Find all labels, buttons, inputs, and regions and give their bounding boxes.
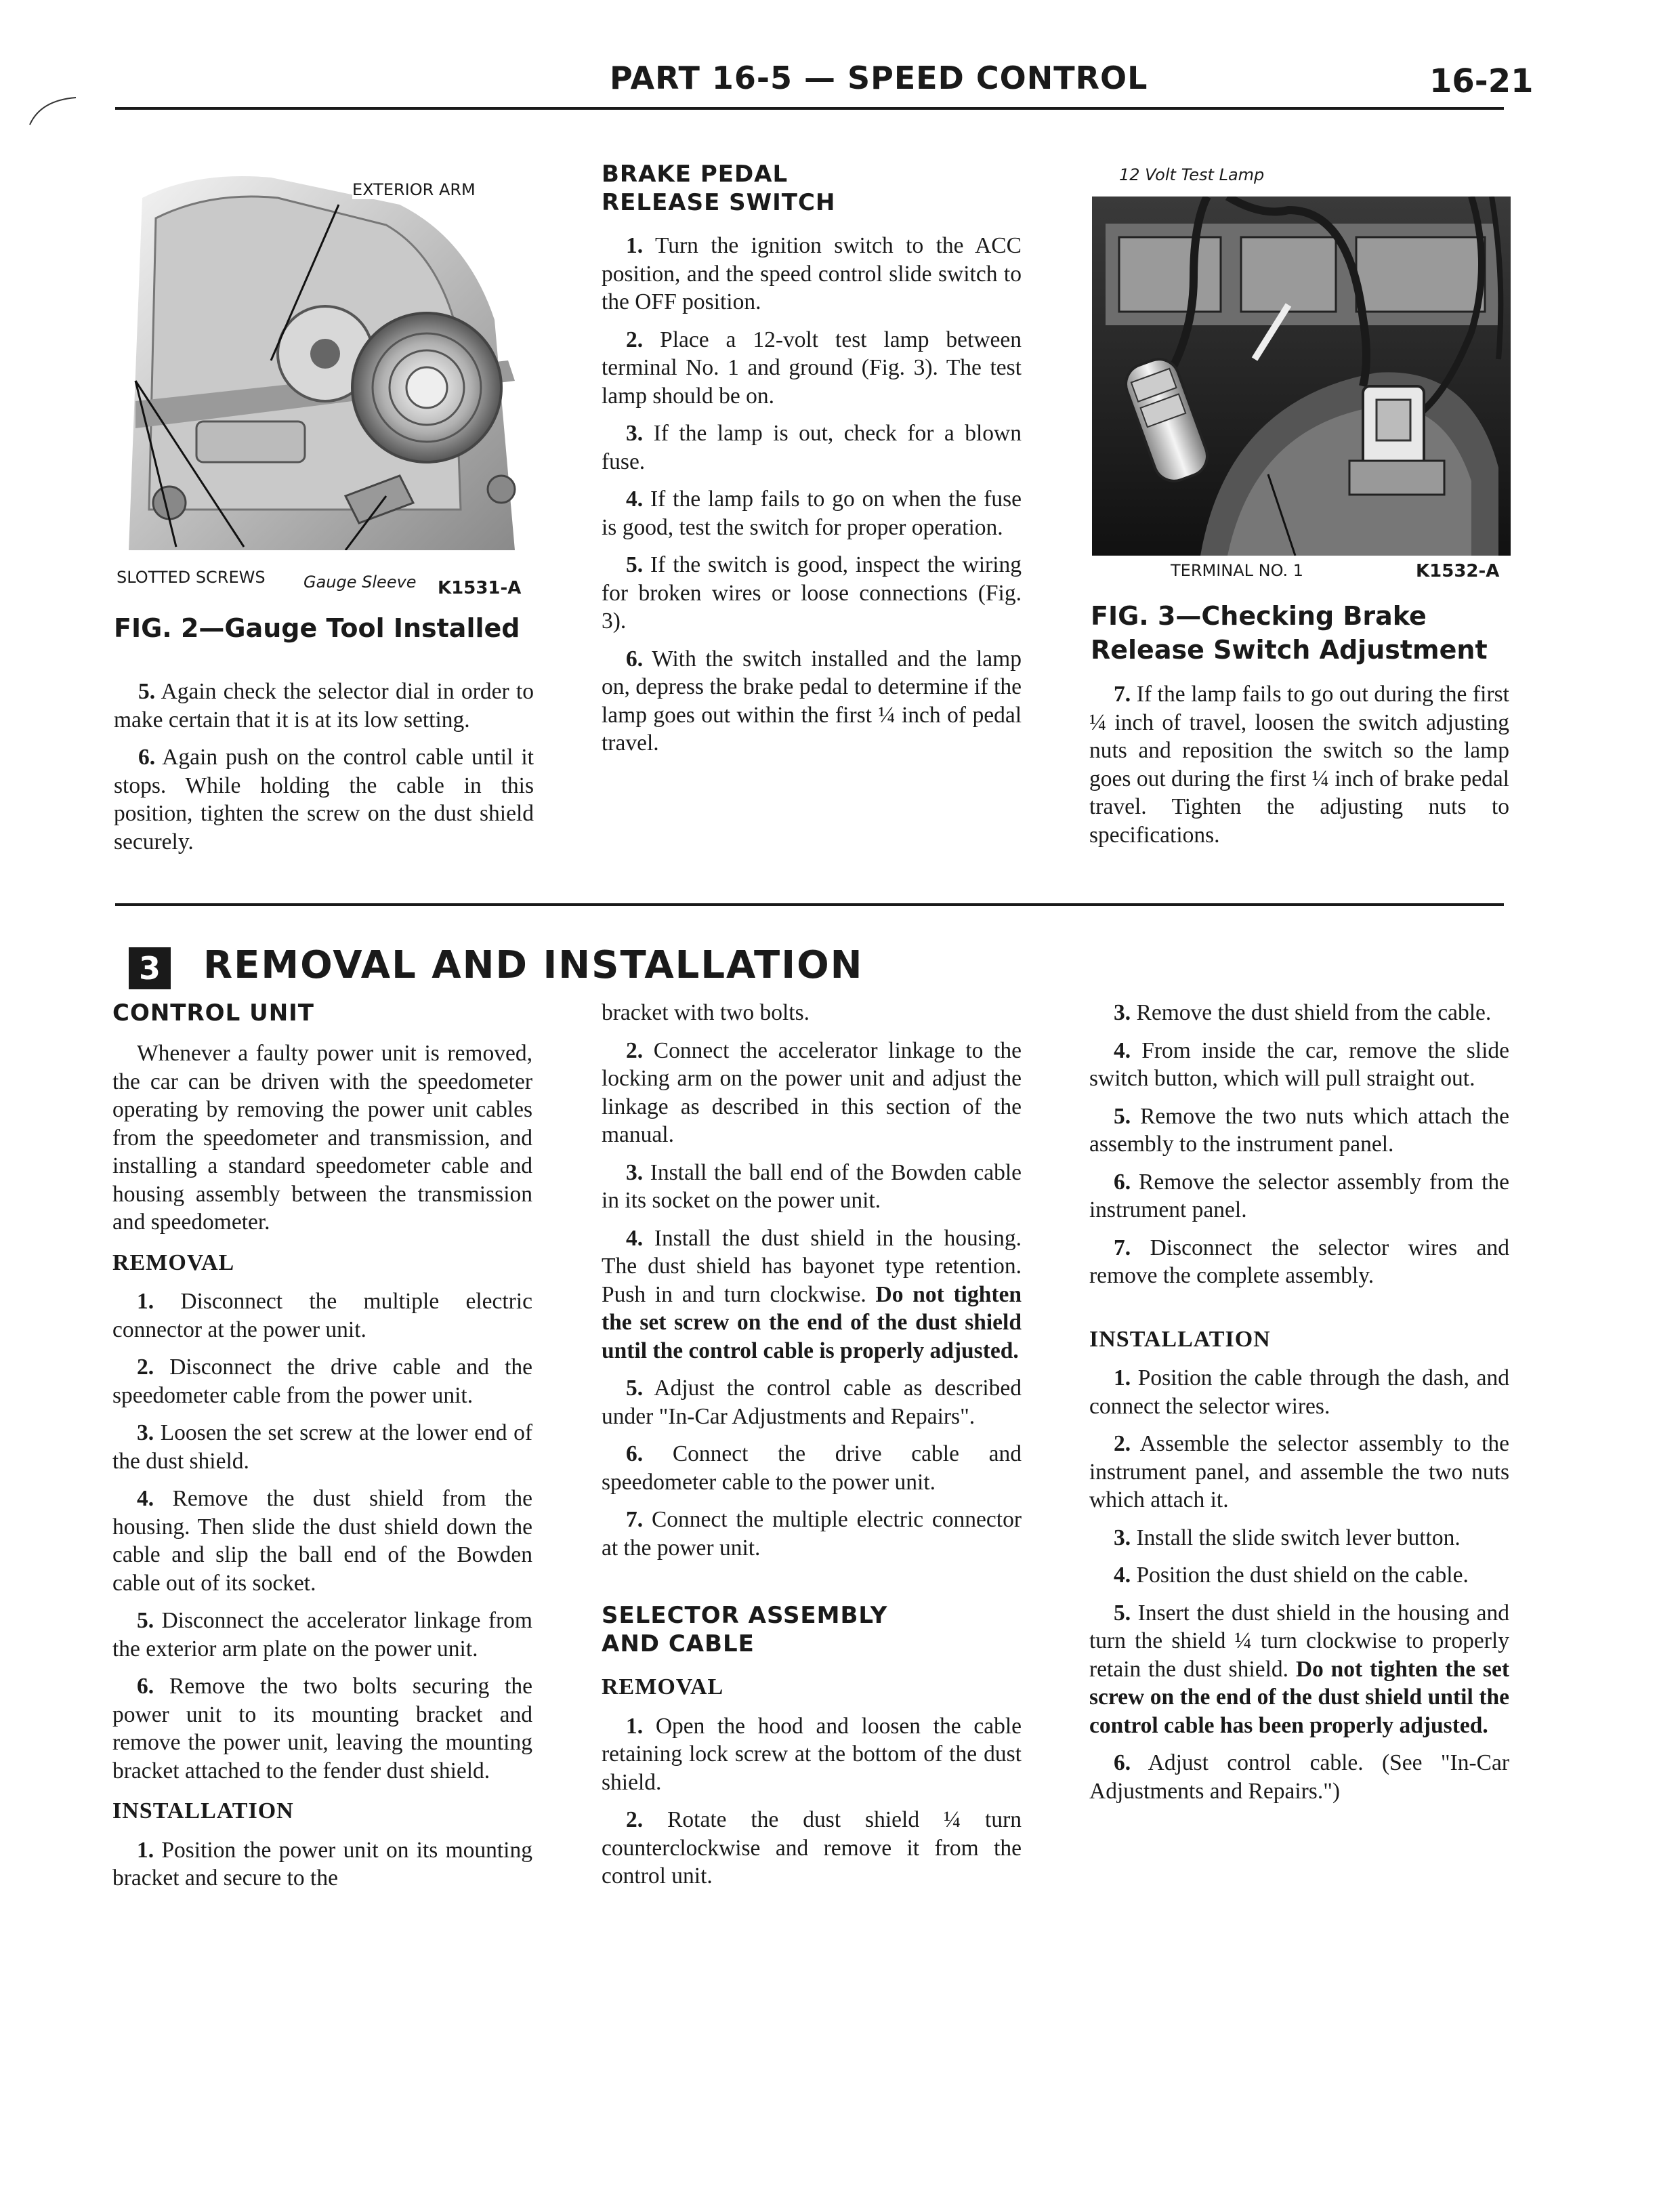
- step-paragraph: 4. Position the dust shield on the cable.: [1114, 1563, 1469, 1588]
- figure-2-code: K1531-A: [438, 578, 522, 598]
- top-left-steps: [114, 678, 534, 865]
- installation-heading: INSTALLATION: [112, 1798, 294, 1823]
- step-paragraph: 6. With the switch installed and the lamp on, depress the brake pedal to determine if the lamp goes out within the first ¼ inch of pedal travel.: [602, 646, 1022, 756]
- step-paragraph: 5. Again check the selector dial in order to make certain that it is at its low setting.: [114, 679, 534, 732]
- step-paragraph: 6. Remove the selector assembly from the instrument panel.: [1089, 1169, 1510, 1222]
- control-unit-column: [112, 999, 532, 1902]
- step-paragraph: 3. Loosen the set screw at the lower end of the dust shield.: [112, 1420, 532, 1474]
- label-slotted-screws: SLOTTED SCREWS: [117, 568, 266, 587]
- label-test-lamp: 12 Volt Test Lamp: [1119, 165, 1265, 184]
- figure-3-photo: [1092, 197, 1511, 556]
- step-paragraph: 1. Turn the ignition switch to the ACC position, and the speed control slide switch to the OFF position.: [602, 233, 1022, 314]
- label-gauge-sleeve: Gauge Sleeve: [303, 573, 417, 592]
- figure-3-caption: FIG. 3—Checking Brake Release Switch Adjustment: [1091, 601, 1488, 665]
- step-paragraph: 3. If the lamp is out, check for a blown fuse.: [602, 421, 1022, 474]
- brake-switch-heading: BRAKE PEDAL RELEASE SWITCH: [602, 161, 836, 216]
- figure-2-caption: FIG. 2—Gauge Tool Installed: [114, 613, 520, 643]
- figure-2-photo: [115, 157, 535, 550]
- step-paragraph: 6. Adjust control cable. (See "In-Car Adjustments and Repairs."): [1089, 1750, 1509, 1804]
- brake-switch-illustration: [1092, 197, 1511, 556]
- control-unit-intro: Whenever a faulty power unit is removed, the car can be driven with the speedometer operating by removing the power unit cables from the speedometer and transmission, and installing a standard speedometer cable and housing assembly between the transmission and speedometer.: [112, 1041, 532, 1235]
- brake-switch-step-7: [1089, 680, 1509, 859]
- scan-corner-mark: [27, 95, 81, 129]
- step-paragraph: 6. Connect the drive cable and speedometer cable to the power unit.: [602, 1441, 1022, 1495]
- step-paragraph: 7. Connect the multiple electric connector at the power unit.: [602, 1507, 1022, 1561]
- step-paragraph: 2. Assemble the selector assembly to the instrument panel, and assemble the two nuts which attach it.: [1089, 1431, 1509, 1512]
- selector-installation-heading: INSTALLATION: [1089, 1326, 1271, 1352]
- step-continuation: bracket with two bolts.: [602, 1000, 810, 1025]
- section-divider-rule: [115, 903, 1504, 906]
- step-paragraph: 5. Adjust the control cable as described under "In-Car Adjustments and Repairs".: [602, 1376, 1022, 1429]
- gauge-tool-illustration: [115, 157, 535, 550]
- step-paragraph: 1. Disconnect the multiple electric connector at the power unit.: [112, 1289, 533, 1342]
- step-paragraph: 6. Remove the two bolts securing the power unit to its mounting bracket and remove the power unit, leaving the mounting bracket attached to the fender dust shield.: [112, 1674, 532, 1783]
- step-paragraph: 7. Disconnect the selector wires and remove the complete assembly.: [1089, 1235, 1509, 1288]
- step-paragraph: 3. Install the slide switch lever button.: [1114, 1525, 1461, 1550]
- step-paragraph: 7. If the lamp fails to go out during the first ¼ inch of travel, loosen the switch adjusting nuts and reposition the switch so the lamp goes out during the first ¼ inch of brake pedal travel. Tighten the adjusting nuts to specifications.: [1089, 682, 1509, 848]
- section-title: REMOVAL AND INSTALLATION: [203, 943, 864, 987]
- page-number: 16-21: [1429, 62, 1534, 100]
- step-paragraph: 1. Position the power unit on its mounting bracket and secure to the: [112, 1837, 532, 1891]
- step-paragraph: 4. Install the dust shield in the housing. The dust shield has bayonet type retention. Push in and turn clockwise. Do not tighten the set screw on the end of the dust shield until the control cable is properly adjusted.: [602, 1225, 1022, 1363]
- step-paragraph: 5. If the switch is good, inspect the wiring for broken wires or loose connections (Fig. 3).: [602, 552, 1022, 634]
- step-paragraph: 5. Insert the dust shield in the housing and turn the shield ¼ turn clockwise to properly retain the dust shield. Do not tighten the set screw on the end of the dust shield until the control cable has been properly adjusted.: [1089, 1600, 1509, 1738]
- step-paragraph: 3. Remove the dust shield from the cable.: [1114, 1000, 1492, 1025]
- step-paragraph: 2. Place a 12-volt test lamp between terminal No. 1 and ground (Fig. 3). The test lamp should be on.: [602, 327, 1022, 409]
- brake-switch-section: [602, 160, 1022, 767]
- step-paragraph: 6. Again push on the control cable until it stops. While holding the cable in this position, tighten the screw on the dust shield securely.: [114, 745, 534, 854]
- step-paragraph: 5. Remove the two nuts which attach the assembly to the instrument panel.: [1089, 1103, 1509, 1157]
- step-paragraph: 4. Remove the dust shield from the housing. Then slide the dust shield down the cable and slip the ball end of the Bowden cable out of its socket.: [112, 1486, 532, 1596]
- step-paragraph: 4. If the lamp fails to go on when the fuse is good, test the switch for proper operation.: [602, 487, 1022, 540]
- step-paragraph: 1. Open the hood and loosen the cable retaining lock screw at the bottom of the dust shield.: [602, 1713, 1022, 1795]
- control-unit-heading: CONTROL UNIT: [112, 999, 314, 1027]
- removal-heading: REMOVAL: [112, 1250, 235, 1275]
- step-paragraph: 1. Position the cable through the dash, and connect the selector wires.: [1089, 1365, 1509, 1419]
- label-exterior-arm: EXTERIOR ARM: [352, 180, 476, 199]
- running-header-title: PART 16-5 — SPEED CONTROL: [610, 60, 1148, 96]
- selector-assembly-heading: SELECTOR ASSEMBLY AND CABLE: [602, 1602, 888, 1657]
- step-paragraph: 2. Rotate the dust shield ¼ turn counterclockwise and remove it from the control unit.: [602, 1807, 1022, 1888]
- control-unit-installation-column: [602, 999, 1022, 1900]
- section-number-badge: 3: [129, 947, 171, 989]
- step-paragraph: 2. Disconnect the drive cable and the speedometer cable from the power unit.: [112, 1355, 532, 1408]
- header-rule: [115, 107, 1504, 110]
- label-terminal-no-1: TERMINAL NO. 1: [1171, 561, 1304, 580]
- step-paragraph: 2. Connect the accelerator linkage to the locking arm on the power unit and adjust the linkage as described in this section of the manual.: [602, 1037, 1022, 1147]
- step-paragraph: 5. Disconnect the accelerator linkage from the exterior arm plate on the power unit.: [112, 1608, 532, 1661]
- selector-column: [1089, 999, 1509, 1815]
- step-paragraph: 4. From inside the car, remove the slide switch button, which will pull straight out.: [1089, 1037, 1509, 1091]
- figure-3-code: K1532-A: [1416, 561, 1500, 581]
- selector-removal-heading: REMOVAL: [602, 1674, 724, 1699]
- step-paragraph: 3. Install the ball end of the Bowden cable in its socket on the power unit.: [602, 1159, 1022, 1213]
